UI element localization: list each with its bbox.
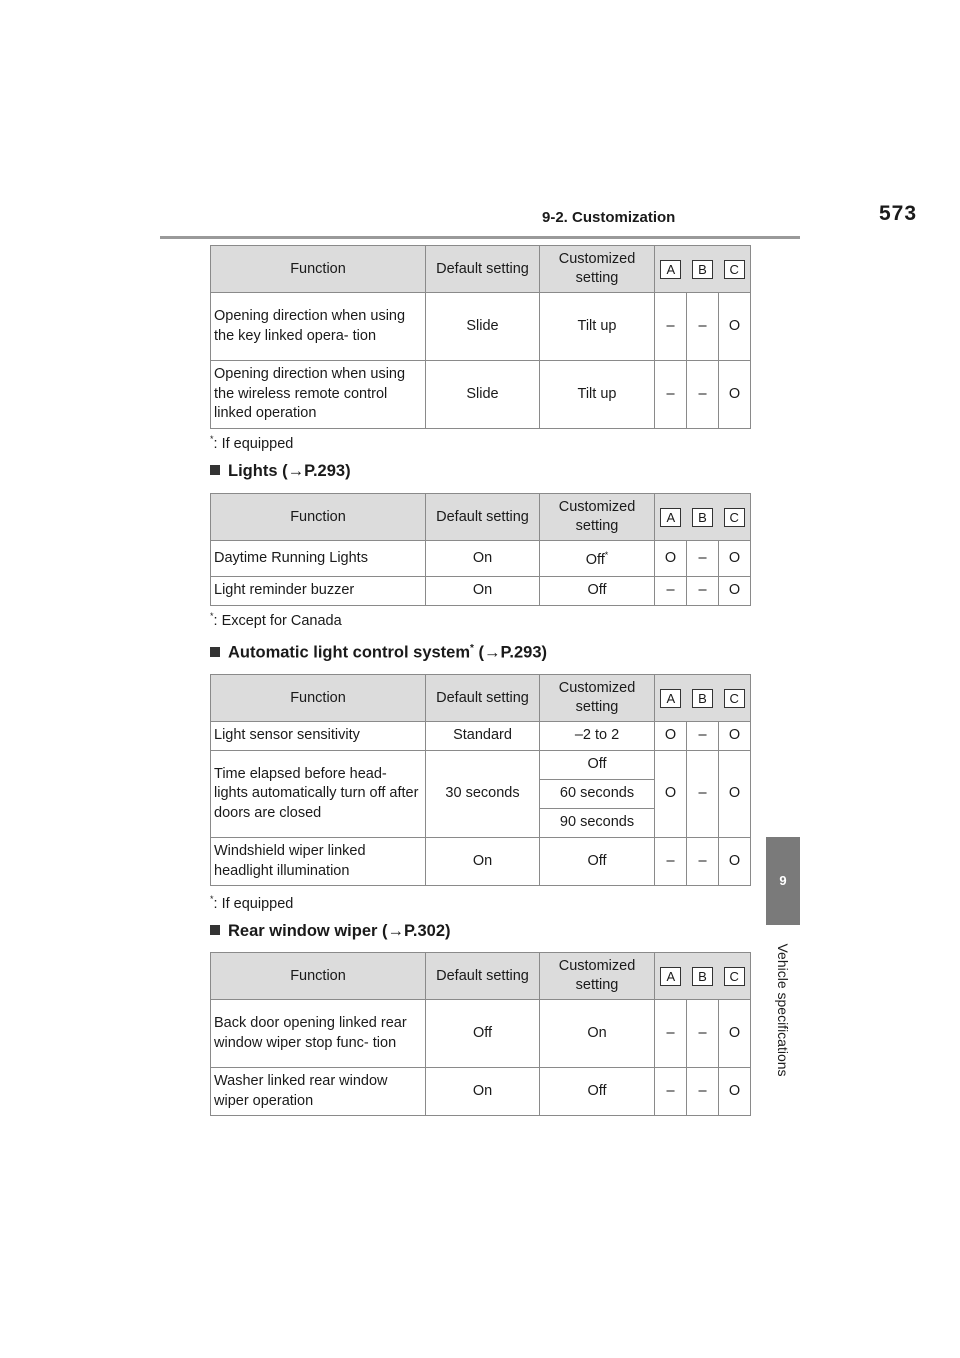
col-b-box: B [692,508,713,527]
col-abc [655,675,751,722]
cell-custom: Tilt up [540,293,655,361]
cell-function: Light reminder buzzer [211,577,426,606]
col-b-box: B [692,260,713,279]
col-a-box: A [660,508,681,527]
section-heading-auto-light: Automatic light control system* (→P.293) [210,643,547,663]
col-abc [655,494,751,541]
cell-default: Off [426,1000,540,1068]
col-default-setting: Default setting [426,494,540,541]
col-a-box: A [660,689,681,708]
cell-a: – [655,838,687,886]
cell-b: – [687,293,719,361]
cell-a: – [655,1000,687,1068]
cell-function: Opening direction when using the wireless remote control linked operation [211,361,426,429]
cell-default: 30 seconds [426,751,540,838]
cell-custom: Off [540,577,655,606]
cell-default: Slide [426,361,540,429]
table-row [211,838,751,886]
cell-default: On [426,838,540,886]
table-rear-wiper [210,952,750,1116]
cell-function: Windshield wiper linked headlight illumination [211,838,426,886]
square-bullet-icon [210,647,220,657]
col-c-box: C [724,260,745,279]
chapter-tab [766,837,800,925]
col-function: Function [211,246,426,293]
table-row [211,722,751,751]
col-function: Function [211,675,426,722]
cell-custom: Off* [540,541,655,577]
table-row [211,577,751,606]
page-header [160,200,918,239]
cell-b: – [687,541,719,577]
cell-custom-option: Off [540,751,655,780]
cell-custom: Off [540,838,655,886]
cell-custom: Off [540,1068,655,1116]
col-function: Function [211,953,426,1000]
table-row [211,1068,751,1116]
footnote: *: If equipped [210,894,294,912]
square-bullet-icon [210,465,220,475]
table-header-row [211,246,751,293]
cell-b: – [687,1068,719,1116]
cell-a: O [655,751,687,838]
section-heading-rear-wiper: Rear window wiper (→P.302) [210,922,451,941]
cell-a: O [655,541,687,577]
cell-c: O [719,1068,751,1116]
cell-function: Back door opening linked rear window wiper stop func- tion [211,1000,426,1068]
col-customized-setting: Customized setting [540,675,655,722]
table-header-row [211,953,751,1000]
chapter-label: Vehicle specifications [775,943,791,1077]
cell-default: Slide [426,293,540,361]
cell-custom: On [540,1000,655,1068]
cell-custom-option: 90 seconds [540,809,655,838]
cell-b: – [687,1000,719,1068]
cell-custom-option: 60 seconds [540,780,655,809]
table-row [211,751,751,780]
cell-default: On [426,1068,540,1116]
arrow-icon: → [484,643,501,662]
table-opening-direction [210,245,750,429]
col-customized-setting: Customized setting [540,246,655,293]
col-a-box: A [660,967,681,986]
cell-a: – [655,293,687,361]
cell-default: On [426,577,540,606]
cell-c: O [719,838,751,886]
col-abc [655,953,751,1000]
col-default-setting: Default setting [426,953,540,1000]
chapter-number: 9 [779,873,787,888]
arrow-icon: → [387,922,405,940]
footnote: *: Except for Canada [210,611,342,629]
cell-default: On [426,541,540,577]
col-default-setting: Default setting [426,675,540,722]
cell-b: – [687,577,719,606]
col-a-box: A [660,260,681,279]
cell-function: Light sensor sensitivity [211,722,426,751]
page-number: 573 [879,202,918,225]
table-row [211,293,751,361]
cell-function: Opening direction when using the key linked opera- tion [211,293,426,361]
table-row [211,361,751,429]
cell-b: – [687,361,719,429]
section-heading-lights: Lights (→P.293) [210,462,351,481]
col-abc [655,246,751,293]
cell-custom: –2 to 2 [540,722,655,751]
cell-c: O [719,541,751,577]
cell-c: O [719,293,751,361]
col-function: Function [211,494,426,541]
cell-a: – [655,1068,687,1116]
table-row [211,541,751,577]
col-b-box: B [692,967,713,986]
cell-function: Daytime Running Lights [211,541,426,577]
cell-default: Standard [426,722,540,751]
section-title: 9-2. Customization [542,209,676,226]
table-header-row [211,494,751,541]
table-lights [210,493,750,606]
table-header-row [211,675,751,722]
cell-b: – [687,751,719,838]
col-c-box: C [724,689,745,708]
cell-b: – [687,722,719,751]
cell-b: – [687,838,719,886]
cell-a: – [655,577,687,606]
cell-custom: Tilt up [540,361,655,429]
table-row [211,1000,751,1068]
col-b-box: B [692,689,713,708]
col-default-setting: Default setting [426,246,540,293]
col-c-box: C [724,508,745,527]
cell-a: – [655,361,687,429]
arrow-icon: → [287,462,305,480]
col-customized-setting: Customized setting [540,953,655,1000]
cell-c: O [719,1000,751,1068]
cell-a: O [655,722,687,751]
cell-function: Time elapsed before head- lights automatically turn off after doors are closed [211,751,426,838]
square-bullet-icon [210,925,220,935]
col-customized-setting: Customized setting [540,494,655,541]
footnote: *: If equipped [210,434,294,452]
cell-c: O [719,361,751,429]
cell-function: Washer linked rear window wiper operation [211,1068,426,1116]
cell-c: O [719,751,751,838]
cell-c: O [719,722,751,751]
col-c-box: C [724,967,745,986]
cell-c: O [719,577,751,606]
table-auto-light [210,674,750,886]
